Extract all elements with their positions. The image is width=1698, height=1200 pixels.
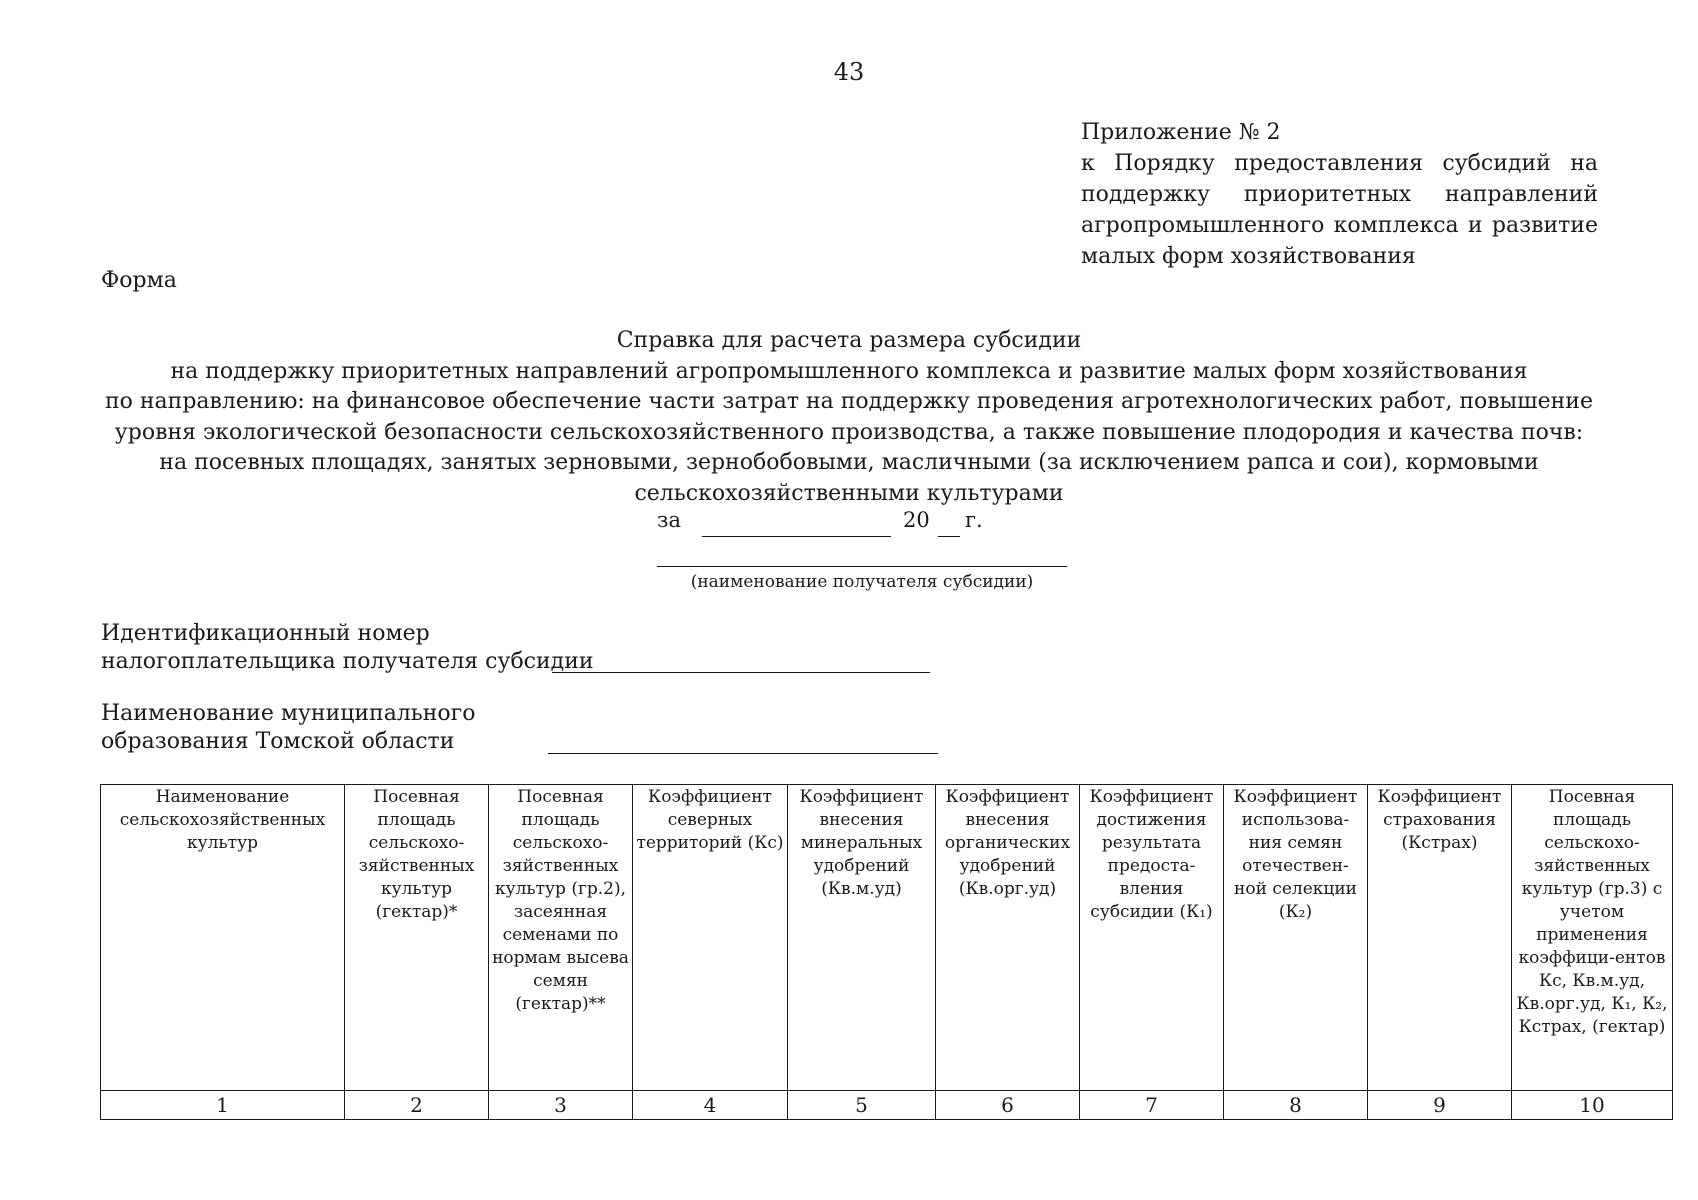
heading-line: Справка для расчета размера субсидии <box>616 328 1082 353</box>
recipient-caption: (наименование получателя субсидии) <box>690 572 1034 592</box>
header-coef-mineral: Коэффициент внесения минеральных удобрений (Кв.м.уд) <box>788 785 936 1091</box>
header-coef-seeds: Коэффициент использова-ния семян отечествен-ной селекции (К₂) <box>1224 785 1368 1091</box>
header-coef-northern: Коэффициент северных территорий (Кс) <box>633 785 788 1091</box>
column-number: 1 <box>101 1091 345 1120</box>
period-blank <box>702 536 891 537</box>
inn-label-line: налогоплательщика получателя субсидии <box>101 649 594 674</box>
heading-line: уровня экологической безопасности сельскохозяйственного производства, а также повышение плодородия и качества почв: <box>114 419 1584 445</box>
municipality-label-line: образования Томской области <box>101 729 455 754</box>
header-adjusted-area: Посевная площадь сельскохо-зяйственных культур (гр.3) с учетом применения коэффици-ентов Кс, Кв.м.уд, Кв.орг.уд, К₁, К₂, Кстрах, (гектар) <box>1512 785 1673 1091</box>
header-sown-area-norm-seeds: Посевная площадь сельскохо-зяйственных культур (гр.2), засеянная семенами по нормам высева семян (гектар)** <box>489 785 633 1091</box>
appendix-title: Приложение № 2 <box>1081 120 1281 145</box>
header-coef-insurance: Коэффициент страхования (Кстрах) <box>1368 785 1512 1091</box>
heading-line: на поддержку приоритетных направлений агропромышленного комплекса и развитие малых форм хозяйствования <box>170 358 1528 384</box>
period-prefix: за <box>657 508 681 532</box>
column-number: 5 <box>788 1091 936 1120</box>
column-number: 10 <box>1512 1091 1673 1120</box>
inn-label <box>101 620 594 676</box>
calculation-table <box>100 784 1673 1120</box>
table-header-row <box>101 785 1673 1091</box>
document-heading <box>80 326 1618 509</box>
column-number-row <box>101 1091 1673 1120</box>
municipality-blank <box>548 753 938 754</box>
municipality-label-line: Наименование муниципального <box>101 701 476 726</box>
appendix-text: к Порядку предоставления субсидий на поддержку приоритетных направлений агропромышленного комплекса и развитие малых форм хозяйствования <box>1081 151 1598 269</box>
header-coef-organic: Коэффициент внесения органических удобрений (Кв.орг.уд) <box>936 785 1080 1091</box>
header-crop-name: Наименование сельскохозяйственных культур <box>101 785 345 1091</box>
inn-blank <box>552 672 930 673</box>
year-blank <box>938 536 960 537</box>
column-number: 6 <box>936 1091 1080 1120</box>
municipality-label <box>101 700 475 756</box>
heading-line: на посевных площадях, занятых зерновыми, зернобобовыми, масличными (за исключением рапса и сои), кормовыми <box>159 450 1539 475</box>
heading-line: сельскохозяйственными культурами <box>634 480 1064 506</box>
form-label: Форма <box>101 268 177 293</box>
column-number: 3 <box>489 1091 633 1120</box>
header-sown-area: Посевная площадь сельскохо-зяйственных культур (гектар)* <box>345 785 489 1091</box>
column-number: 7 <box>1080 1091 1224 1120</box>
period-suffix: г. <box>965 508 983 532</box>
header-coef-result: Коэффициент достижения результата предоста-вления субсидии (К₁) <box>1080 785 1224 1091</box>
period-year: 20 <box>903 508 930 532</box>
column-number: 8 <box>1224 1091 1368 1120</box>
appendix-block <box>1081 117 1598 272</box>
recipient-name-blank <box>657 566 1067 567</box>
column-number: 4 <box>633 1091 788 1120</box>
inn-label-line: Идентификационный номер <box>101 621 430 646</box>
column-number: 2 <box>345 1091 489 1120</box>
heading-line: по направлению: на финансовое обеспечение части затрат на поддержку проведения агротехнологических работ, повышение <box>104 389 1593 414</box>
column-number: 9 <box>1368 1091 1512 1120</box>
page-number: 43 <box>833 58 865 86</box>
